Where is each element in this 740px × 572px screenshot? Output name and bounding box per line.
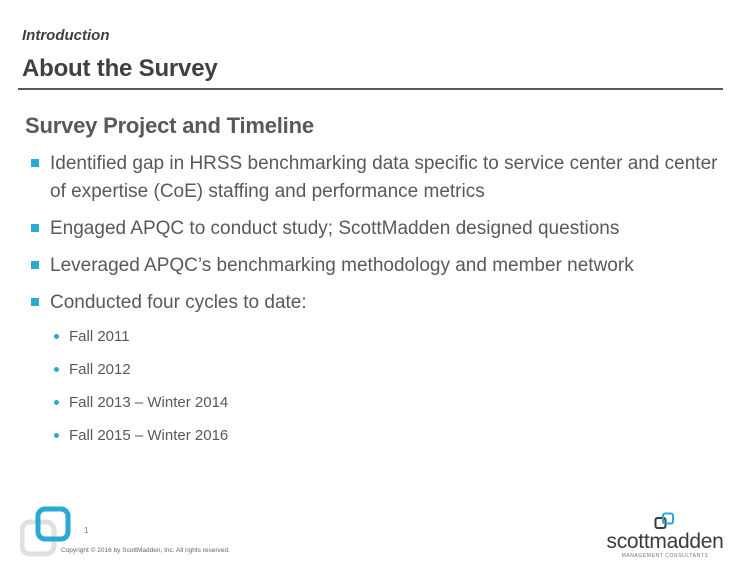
sub-bullet-text: Fall 2012 xyxy=(69,361,131,378)
page-title: About the Survey xyxy=(22,55,218,82)
section-label: Introduction xyxy=(22,27,110,44)
bullet-list xyxy=(30,150,720,459)
sub-bullet-item xyxy=(50,393,720,413)
bullet-item xyxy=(30,215,720,243)
dot-bullet-icon xyxy=(54,334,59,339)
dot-bullet-icon xyxy=(54,400,59,405)
square-bullet-icon xyxy=(31,159,39,167)
dot-bullet-icon xyxy=(54,433,59,438)
bullet-item xyxy=(30,289,720,446)
slide-subtitle: Survey Project and Timeline xyxy=(25,113,314,138)
sub-bullet-text: Fall 2011 xyxy=(69,328,130,345)
sub-bullet-list xyxy=(50,327,720,446)
bullet-text: Leveraged APQC’s benchmarking methodology and member network xyxy=(50,255,634,276)
sub-bullet-item xyxy=(50,426,720,446)
copyright-notice: Copyright © 2016 by ScottMadden, Inc. All rights reserved. xyxy=(61,547,230,554)
bullet-item xyxy=(30,252,720,280)
sub-bullet-text: Fall 2015 – Winter 2016 xyxy=(69,427,229,444)
sub-bullet-item xyxy=(50,360,720,380)
bullet-item xyxy=(30,150,720,206)
bullet-text: Conducted four cycles to date: xyxy=(50,292,307,313)
sub-bullet-text: Fall 2013 – Winter 2014 xyxy=(69,394,229,411)
square-bullet-icon xyxy=(31,298,39,306)
sub-bullet-item xyxy=(50,327,720,347)
square-bullet-icon xyxy=(31,261,39,269)
bullet-text: Identified gap in HRSS benchmarking data specific to service center and center of expertise (CoE) staffing and performance metrics xyxy=(50,153,718,202)
brand-mark-icon xyxy=(654,512,676,530)
title-divider xyxy=(18,88,723,90)
bullet-text: Engaged APQC to conduct study; ScottMadden designed questions xyxy=(50,218,620,239)
square-bullet-icon xyxy=(31,224,39,232)
dot-bullet-icon xyxy=(54,367,59,372)
page-number: 1 xyxy=(84,526,89,535)
brand-tagline: MANAGEMENT CONSULTANTS xyxy=(621,553,709,559)
brand-logo xyxy=(605,512,725,562)
brand-name: scottmadden xyxy=(606,530,724,553)
